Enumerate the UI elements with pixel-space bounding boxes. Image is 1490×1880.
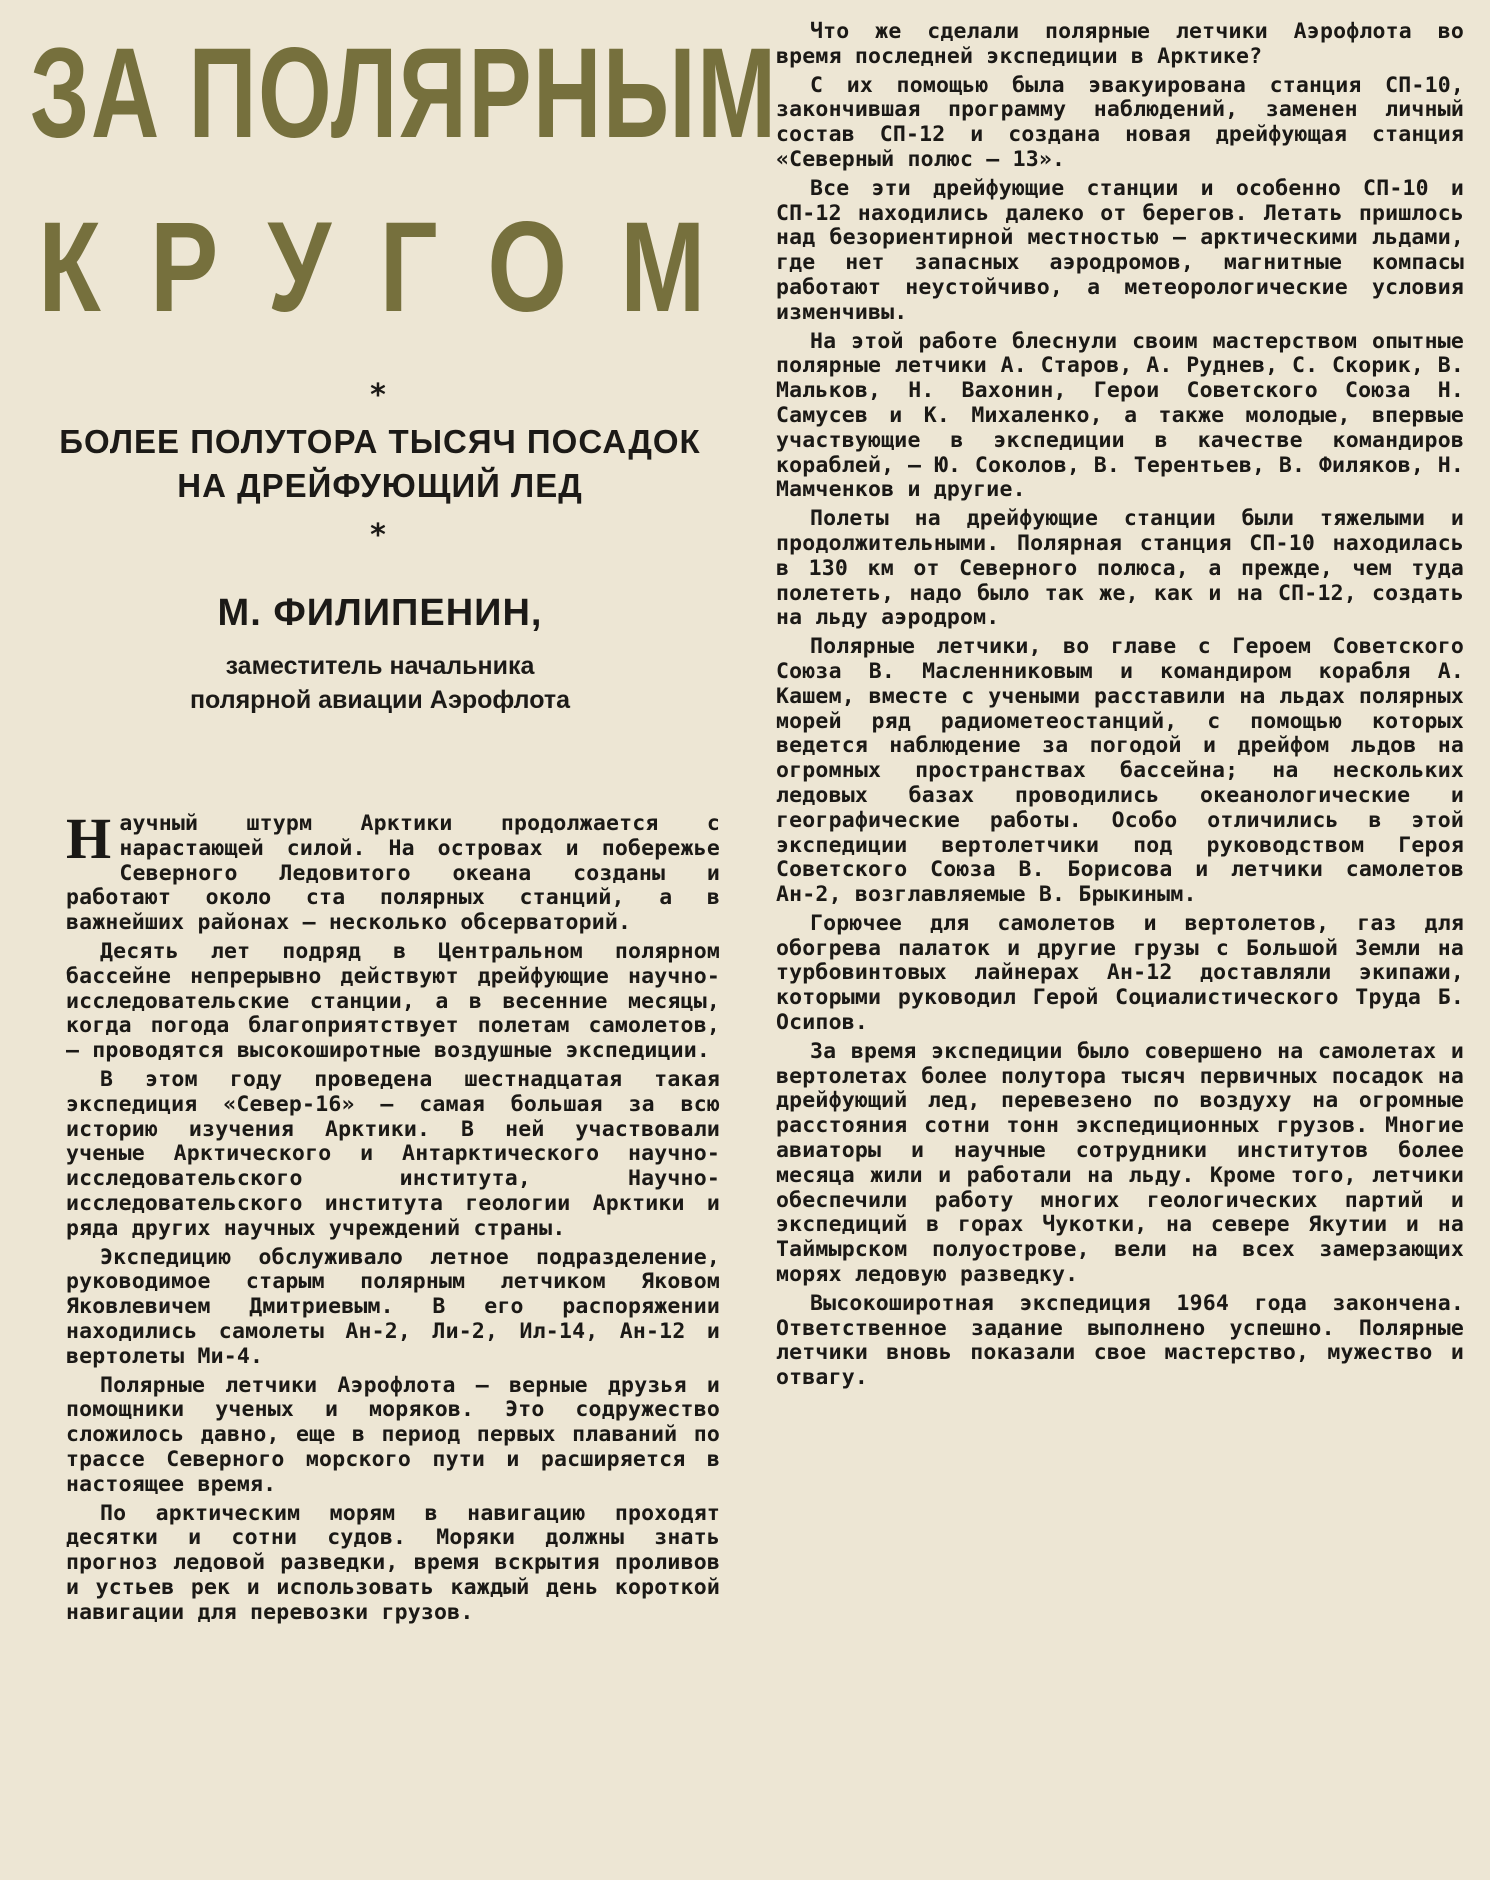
paragraph: Полеты на дрейфующие станции были тяжелыми и продолжительными. Полярная станция СП-10 находилась в 130 км от Северного полюса, а прежде, чем туда полететь, надо было так же, как и на СП-12, создать на льду аэродром. (776, 506, 1464, 631)
paragraph: Десять лет подряд в Центральном полярном бассейне непрерывно действуют дрейфующие научно-исследовательские станции, а в весенние месяцы, когда погода благоприятствует полетам самолетов, — проводятся высокоширотные воздушные экспедиции. (66, 938, 720, 1064)
headline-letter: М (620, 196, 709, 339)
headline-letter: У (267, 196, 335, 339)
separator-star: * (370, 518, 386, 553)
author-name: М. ФИЛИПЕНИН, (217, 592, 543, 634)
right-column (776, 20, 1464, 1395)
paragraph: Научный штурм Арктики продолжается с нарастающей силой. На островах и побережье Северного Ледовитого океана созданы и работают около ста полярных станций, а в важнейших районах — несколько обсерваторий. (66, 806, 720, 936)
subtitle (30, 420, 730, 508)
subtitle-line-1: БОЛЕЕ ПОЛУТОРА ТЫСЯЧ ПОСАДОК (59, 423, 701, 460)
left-column (66, 806, 720, 1630)
headline-letter: К (38, 196, 104, 339)
author-position-line-2: полярной авиации Аэрофлота (189, 686, 571, 714)
subtitle-line-2: НА ДРЕЙФУЮЩИЙ ЛЕД (177, 467, 583, 504)
headline-letter: Г (379, 196, 441, 339)
paragraph: Полярные летчики, во главе с Героем Советского Союза В. Масленниковым и командиром корабля А. Кашем, вместе с учеными расставили на льдах полярных морей ряд радиометеостанций, с помощью которых ведется наблюдение за погодой и дрейфом льдов на огромных пространствах бассейна; на нескольких ледовых базах проводились океанологические и географические работы. Особо отличились в этой экспедиции вертолетчики под руководством Героя Советского Союза В. Борисова и летчики самолетов Ан-2, возглавляемые В. Брыкиным. (776, 634, 1464, 908)
paragraph: На этой работе блеснули своим мастерством опытные полярные летчики А. Старов, А. Руднев, С. Скорик, В. Мальков, Н. Вахонин, Герои Советского Союза Н. Самусев и К. Михаленко, а также молодые, впервые участвующие в экспедиции в качестве командиров кораблей, — Ю. Соколов, В. Терентьев, В. Филяков, Н. Мамченков и другие. (776, 328, 1464, 503)
separator-star: * (370, 378, 386, 413)
paragraph: Что же сделали полярные летчики Аэрофлота во время последней экспедиции в Арктике? (776, 19, 1464, 69)
paragraph: Высокоширотная экспедиция 1964 года закончена. Ответственное задание выполнено успешно. Полярные летчики вновь показали свое мастерство, мужество и отвагу. (776, 1290, 1464, 1391)
paragraph: По арктическим морям в навигацию проходят десятки и сотни судов. Моряки должны знать прогноз ледовой разведки, время вскрытия проливов и устьев рек и использовать каждый день короткой навигации для перевозки грузов. (66, 1500, 720, 1625)
headline (30, 22, 778, 354)
paragraph: В этом году проведена шестнадцатая такая экспедиция «Север-16» — самая большая за всю историю изучения Арктики. В ней участвовали ученые Арктического и Антарктического научно-исследовательского института, Научно-исследовательского института геологии Арктики и ряда других научных учреждений страны. (66, 1066, 720, 1241)
paragraph: С их помощью была эвакуирована станция СП-10, закончившая программу наблюдений, заменен личный состав СП-12 и создана новая дрейфующая станция «Северный полюс — 13». (776, 72, 1464, 172)
paragraph: Все эти дрейфующие станции и особенно СП-10 и СП-12 находились далеко от берегов. Летать пришлось над безориентирной местностью — арктическими льдами, где нет запасных аэродромов, магнитные компасы работают неустойчиво, а метеорологические условия изменчивы. (776, 175, 1464, 325)
paragraph: Полярные летчики Аэрофлота — верные друзья и помощники ученых и моряков. Это содружество сложилось давно, еще в период первых плаваний по трассе Северного морского пути и расширяется в настоящее время. (66, 1372, 720, 1497)
author-position-line-1: заместитель начальника (225, 652, 535, 680)
paragraph: Горючее для самолетов и вертолетов, газ для обогрева палаток и другие грузы с Большой Земли на турбовинтовых лайнерах Ан-12 доставляли экипажи, которыми руководил Герой Социалистического Труда Б. Осипов. (776, 910, 1464, 1036)
drop-cap: Н (66, 806, 112, 871)
headline-letter: Р (149, 196, 222, 339)
headline-line-2 (30, 196, 720, 354)
paragraph: За время экспедиции было совершено на самолетах и вертолетах более полутора тысяч первичных посадок на дрейфующий лед, перевезено по воздуху на огромные расстояния сотни тонн экспедиционных грузов. Многие авиаторы и научные сотрудники институтов более месяца жили и работали на льду. Кроме того, летчики обеспечили работу многих геологических партий и экспедиций в горах Чукотки, на севере Якутии и на Таймырском полуострове, вели на всех замерзающих морях ледовую разведку. (776, 1038, 1464, 1288)
headline-line-1: ЗА ПОЛЯРНЫМ (30, 22, 778, 165)
author-block (30, 592, 730, 717)
headline-letter: О (487, 196, 571, 339)
paragraph: Экспедицию обслуживало летное подразделение, руководимое старым полярным летчиком Яковом Яковлевичем Дмитриевым. В его распоряжении находились самолеты Ан-2, Ли-2, Ил-14, Ан-12 и вертолеты Ми-4. (66, 1244, 720, 1369)
